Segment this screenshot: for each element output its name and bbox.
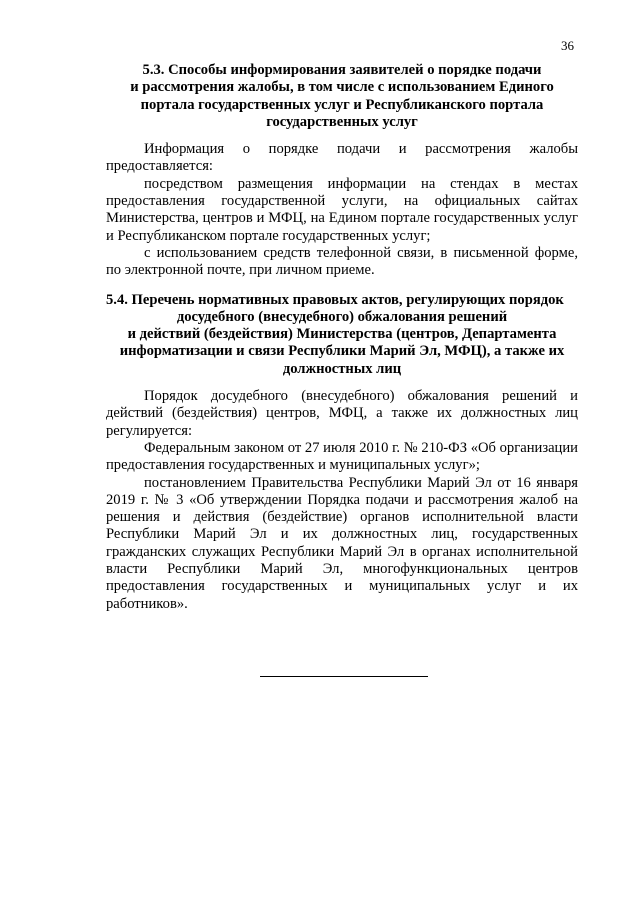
page-number: 36 xyxy=(561,38,574,53)
heading-line: и рассмотрения жалобы, в том числе с использованием Единого xyxy=(130,79,554,96)
end-divider-line xyxy=(260,676,428,677)
heading-line: должностных лиц xyxy=(282,360,402,377)
heading-line: портала государственных услуг и Республиканского портала xyxy=(140,96,544,113)
page-content xyxy=(106,62,578,613)
section-5-3 xyxy=(106,62,578,280)
section-5-4 xyxy=(106,292,578,613)
paragraph: постановлением Правительства Республики Марий Эл от 16 января 2019 г. № 3 «Об утверждении Порядка подачи и рассмотрения жалоб на решения и действия (бездействие) органов исполнительной власти Республики Марий Эл и их должностных лиц, государственных гражданских служащих Республики Марий Эл в органах исполнительной власти Республики Марий Эл, многофункциональных центров предоставления государственных и муниципальных услуг и их работников». xyxy=(106,474,578,612)
heading-line: информатизации и связи Республики Марий Эл, МФЦ), а также их xyxy=(119,343,565,360)
heading-line: 5.4. Перечень нормативных правовых актов, регулирующих порядок xyxy=(106,291,564,308)
paragraph: с использованием средств телефонной связи, в письменной форме, по электронной почте, при личном приеме. xyxy=(106,244,578,279)
paragraph: посредством размещения информации на стендах в местах предоставления государственной услуги, на официальных сайтах Министерства, центров и МФЦ, на Едином портале государственных услуг и Республиканском портале государственных услуг; xyxy=(106,175,578,244)
heading-line: досудебного (внесудебного) обжалования решений xyxy=(176,308,508,325)
heading-line: 5.3. Способы информирования заявителей о порядке подачи xyxy=(142,62,542,78)
section-heading xyxy=(106,292,578,378)
heading-line: и действий (бездействия) Министерства (центров, Департамента xyxy=(127,326,557,343)
paragraph: Федеральным законом от 27 июля 2010 г. № 210-ФЗ «Об организации предоставления государственных и муниципальных услуг»; xyxy=(106,439,578,474)
section-heading xyxy=(106,62,578,131)
heading-line: государственных услуг xyxy=(266,113,418,130)
paragraph: Информация о порядке подачи и рассмотрения жалобы предоставляется: xyxy=(106,141,578,175)
paragraph: Порядок досудебного (внесудебного) обжалования решений и действий (бездействия) центров, МФЦ, а также их должностных лиц регулируется: xyxy=(106,388,578,439)
